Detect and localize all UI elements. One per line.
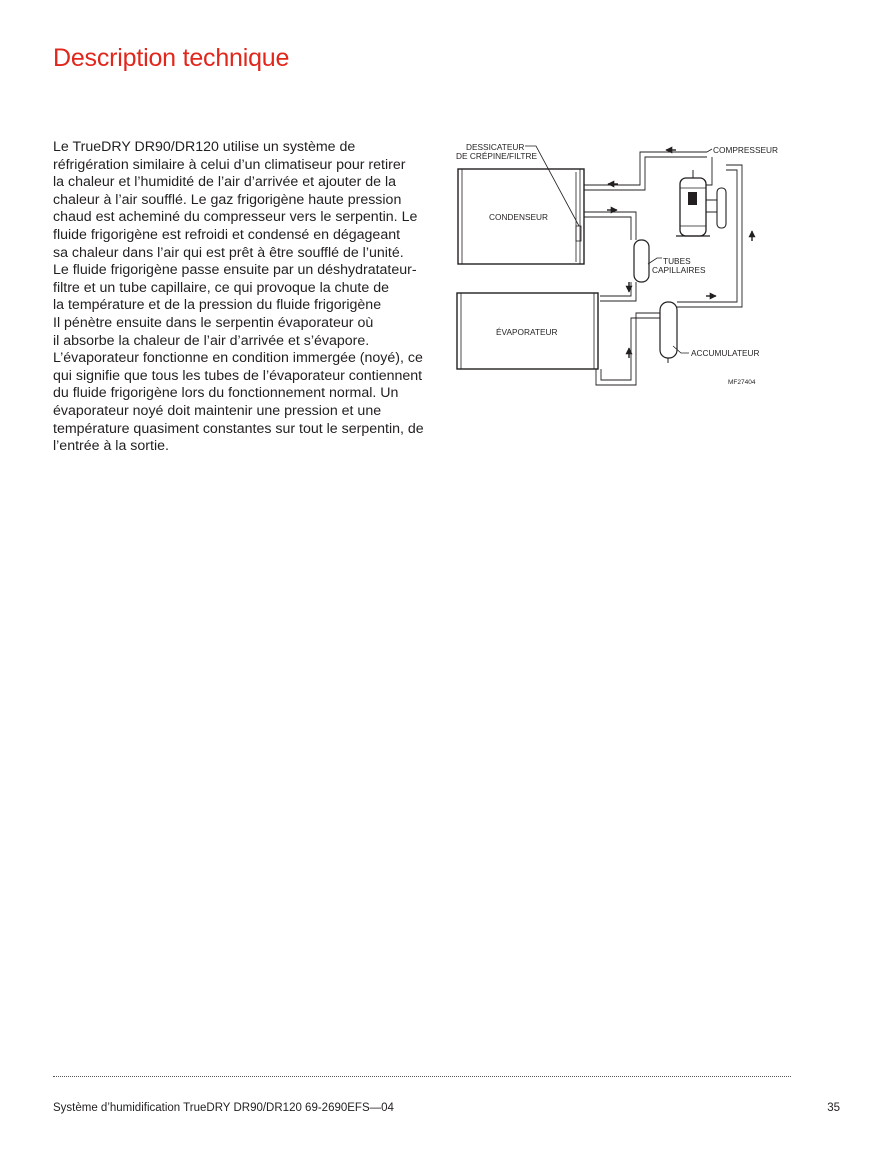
label-capillaires: CAPILLAIRES: [652, 265, 706, 275]
label-evaporateur: ÉVAPORATEUR: [496, 327, 558, 337]
footer-document-info: Système d’humidification TrueDRY DR90/DR120 69-2690EFS—04: [53, 1102, 394, 1114]
description-paragraph: [53, 139, 445, 456]
label-condenseur: CONDENSEUR: [489, 212, 549, 222]
page-number: 35: [827, 1102, 840, 1114]
paragraph-line: filtre et un tube capillaire, ce qui provoque la chute de: [53, 279, 389, 296]
label-accumulateur: ACCUMULATEUR: [691, 348, 760, 358]
refrigeration-diagram: [440, 135, 780, 397]
flow-arrows: [607, 150, 752, 358]
paragraph-line: il absorbe la chaleur de l’air d’arrivée et s’évapore.: [53, 332, 370, 349]
paragraph-line: température quasiment constantes sur tout le serpentin, de: [53, 420, 424, 437]
label-crepine-filtre: DE CRÉPINE/FILTRE: [456, 151, 537, 161]
paragraph-line: Le fluide frigorigène passe ensuite par un déshydratateur-: [53, 262, 417, 279]
paragraph-line: sa chaleur dans l’air qui est prêt à être soufflé de l’unité.: [53, 244, 404, 261]
label-tubes: TUBES: [663, 256, 691, 266]
paragraph-line: du fluide frigorigène lors du fonctionnement normal. Un: [53, 385, 399, 402]
paragraph-line: chaud est acheminé du compresseur vers le serpentin. Le: [53, 209, 418, 226]
paragraph-line: la température et de la pression du fluide frigorigène: [53, 297, 382, 314]
paragraph-line: l’entrée à la sortie.: [53, 438, 169, 455]
label-compresseur: COMPRESSEUR: [713, 145, 779, 155]
figure-code: MF27404: [728, 379, 756, 386]
label-dessicateur: DESSICATEUR: [466, 142, 525, 152]
paragraph-line: la chaleur et l’humidité de l’air d’arrivée et ajouter de la: [53, 174, 397, 191]
page-title: Description technique: [53, 44, 290, 72]
paragraph-line: réfrigération similaire à celui d’un climatiseur pour retirer: [53, 156, 406, 173]
paragraph-line: chaleur à l’air soufflé. Le gaz frigorigène haute pression: [53, 191, 402, 208]
footer-divider: [53, 1076, 791, 1077]
paragraph-line: évaporateur noyé doit maintenir une pression et une: [53, 402, 382, 419]
paragraph-line: qui signifie que tous les tubes de l’évaporateur contiennent: [53, 367, 423, 384]
accumulator-component: [660, 302, 677, 363]
capillary-tube-component: [634, 240, 649, 282]
paragraph-line: L’évaporateur fonctionne en condition immergée (noyé), ce: [53, 350, 423, 367]
paragraph-line: Le TrueDRY DR90/DR120 utilise un système de: [53, 139, 356, 155]
paragraph-line: Il pénètre ensuite dans le serpentin évaporateur où: [53, 314, 374, 331]
paragraph-line: fluide frigorigène est refroidi et condensé en dégageant: [53, 226, 401, 243]
compressor-component: [676, 170, 726, 236]
